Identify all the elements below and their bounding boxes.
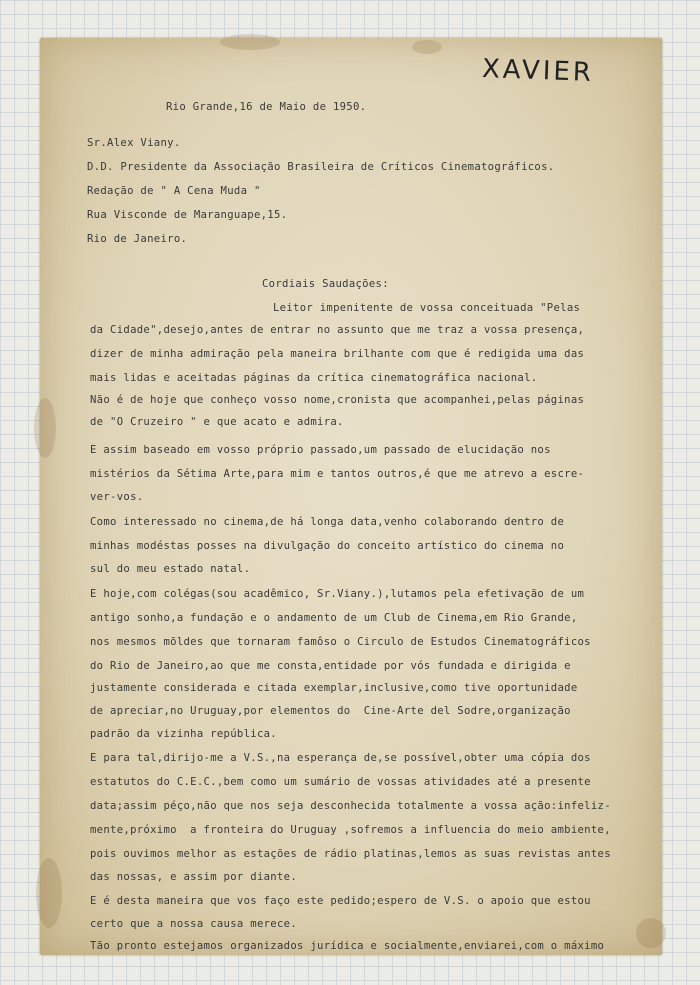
body-line: Leitor impenitente de vossa conceituada "Pelas [273,302,581,314]
body-line: data;assim péço,não que nos seja desconhecida totalmente a vossa ação:infeliz- [90,800,611,812]
stain [220,34,280,50]
address-line: Redação de " A Cena Muda " [87,185,261,197]
body-line: pois ouvimos melhor as estações de rádio platinas,lemos as suas revistas antes [90,848,611,860]
body-line: Tão pronto estejamos organizados jurídica e socialmente,enviarei,com o máximo [90,940,605,952]
body-line: de apreciar,no Uruguay,por elementos do Cine-Arte del Sodre,organização [90,705,571,717]
body-line: de "O Cruzeiro " e que acato e admira. [90,416,344,428]
body-line: mais lidas e aceitadas páginas da crítica cinematográfica nacional. [90,372,538,384]
body-line: das nossas, e assim por diante. [90,871,298,883]
body-line: sul do meu estado natal. [90,563,251,575]
body-line: E hoje,com colégas(sou acadêmico, Sr.Viany.),lutamos pela efetivação de um [90,588,585,600]
body-line: justamente considerada e citada exemplar,inclusive,como tive oportunidade [90,682,578,694]
body-line: mente,próximo a fronteira do Uruguay ,sofremos a influencia do meio ambiente, [90,824,611,836]
address-line: Rio de Janeiro. [87,233,188,245]
body-line: minhas modéstas posses na divulgação do conceito artístico do cinema no [90,540,565,552]
date-line: Rio Grande,16 de Maio de 1950. [166,101,367,113]
body-line: mistérios da Sétima Arte,para mim e tantos outros,é que me atrevo a escre- [90,468,585,480]
body-line: antigo sonho,a fundação e o andamento de um Club de Cinema,em Rio Grande, [90,612,578,624]
body-line: ver-vos. [90,491,144,503]
stain [412,40,442,54]
address-line: D.D. Presidente da Associação Brasileira de Críticos Cinematográficos. [87,161,555,173]
address-line: Sr.Alex Viany. [87,137,181,149]
body-line: do Rio de Janeiro,ao que me consta,entidade por vós fundada e dirigida e [90,660,571,672]
body-line: Não é de hoje que conheço vosso nome,cronista que acompanhei,pelas páginas [90,394,585,406]
body-line: dizer de minha admiração pela maneira brilhante com que é redigida uma das [90,348,585,360]
stain [34,398,56,458]
body-line: padrão da vizinha república. [90,728,277,740]
body-line: E é desta maneira que vos faço este pedido;espero de V.S. o apoio que estou [90,895,591,907]
stain [636,918,666,948]
handwritten-annotation: XAVIER [481,54,595,88]
body-line: estatutos do C.E.C.,bem como um sumário de vossas atividades até a presente [90,776,591,788]
body-line: E assim baseado em vosso próprio passado,um passado de elucidação nos [90,444,551,456]
salutation: Cordiais Saudações: [262,278,389,290]
address-line: Rua Visconde de Maranguape,15. [87,209,288,221]
body-line: nos mesmos mõldes que tornaram famôso o Circulo de Estudos Cinematográficos [90,636,591,648]
stain [36,858,62,928]
body-line: Como interessado no cinema,de há longa data,venho colaborando dentro de [90,516,565,528]
body-line: E para tal,dirijo-me a V.S.,na esperança de,se possível,obter uma cópia dos [90,752,591,764]
body-line: certo que a nossa causa merece. [90,918,298,930]
body-line: da Cidade",desejo,antes de entrar no assunto que me traz a vossa presença, [90,324,585,336]
